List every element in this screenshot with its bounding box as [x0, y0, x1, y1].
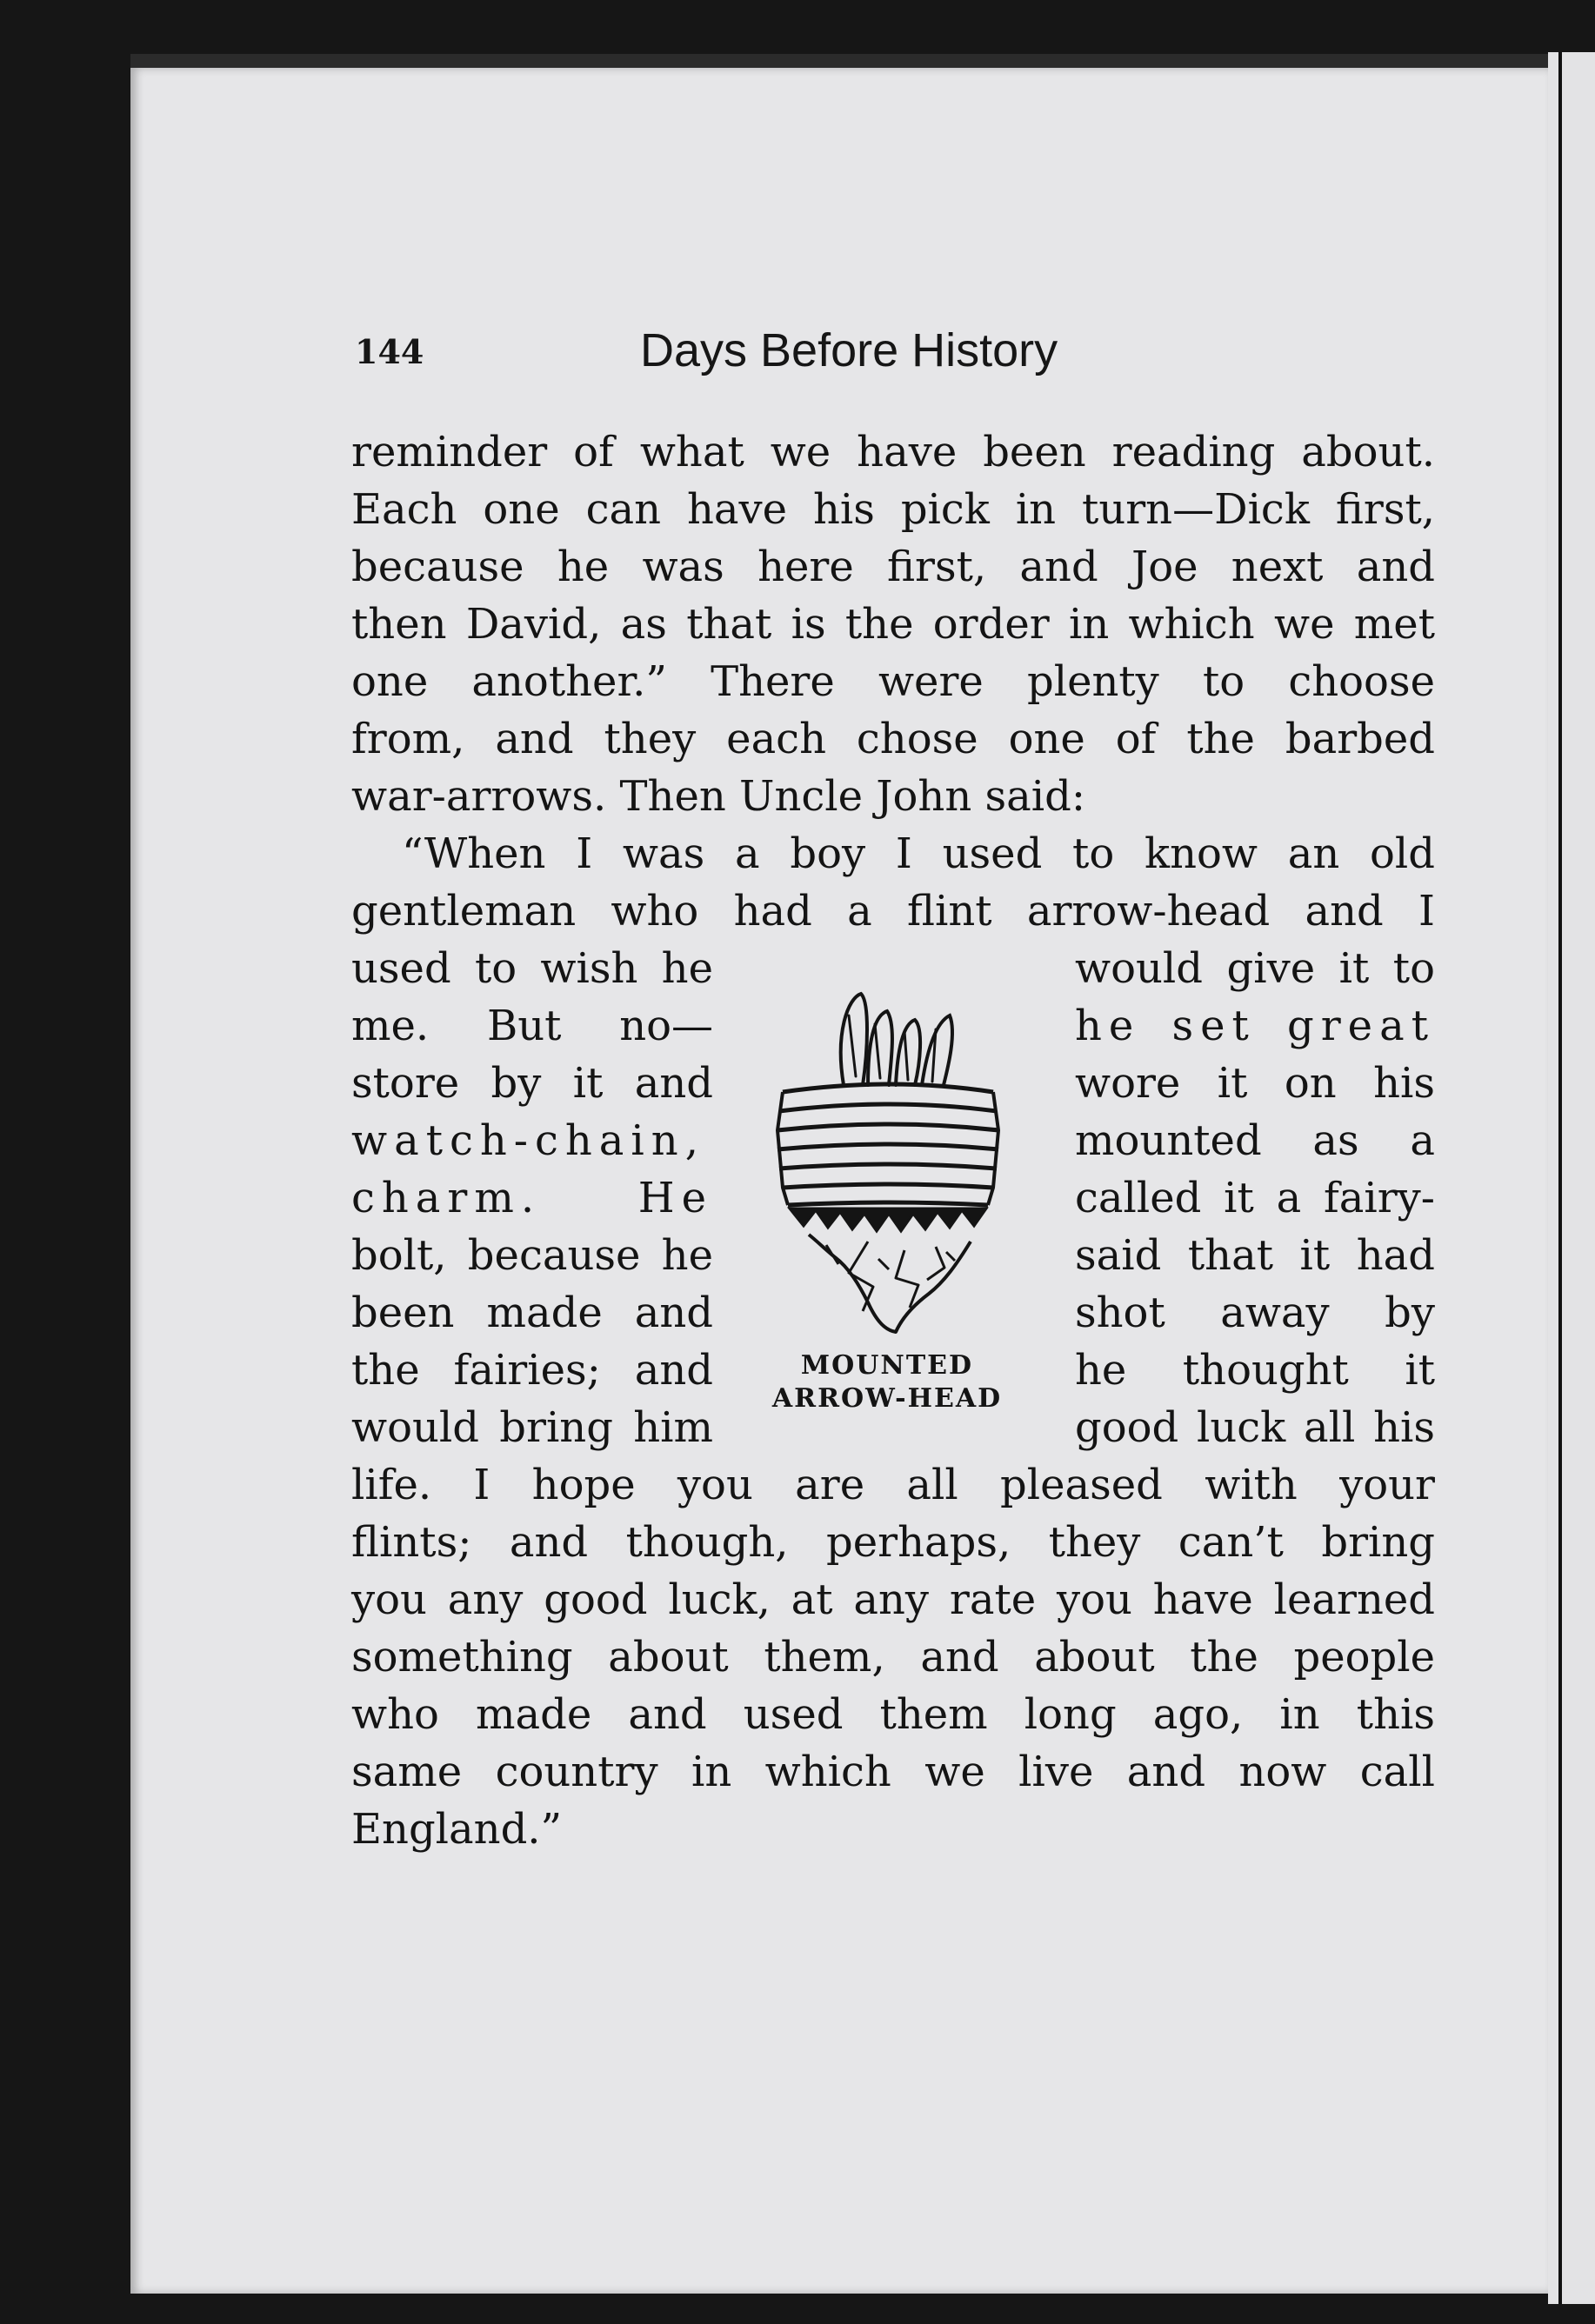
mounted-arrowhead-illustration [765, 981, 1018, 1346]
wrap-right-line: he set great [1075, 1002, 1435, 1050]
text-line: from, and they each chose one of the barbed [351, 715, 1435, 763]
wrap-right-line: would give it to [1075, 944, 1435, 993]
page-gutter-line [1558, 52, 1562, 2304]
wrap-right-line: mounted as a [1075, 1116, 1435, 1165]
wrap-left-line: me. But no— [351, 1002, 713, 1050]
page-number: 144 [355, 332, 424, 371]
text-line: reminder of what we have been reading about. [351, 428, 1435, 476]
text-line: flints; and though, perhaps, they can’t bring [351, 1518, 1435, 1567]
figure-caption [748, 1349, 1026, 1415]
text-line: then David, as that is the order in which we met [351, 600, 1435, 649]
text-line: something about them, and about the people [351, 1633, 1435, 1681]
wrap-right-line: called it a fairy- [1075, 1174, 1435, 1222]
wrap-left-line: been made and [351, 1289, 713, 1337]
text-line: who made and used them long ago, in this [351, 1690, 1435, 1739]
text-line: you any good luck, at any rate you have learned [351, 1575, 1435, 1624]
running-title: Days Before History [640, 324, 1058, 376]
text-line: gentleman who had a flint arrow-head and I [351, 887, 1435, 936]
text-line: because he was here first, and Joe next and [351, 543, 1435, 591]
page-header [355, 323, 1433, 384]
text-line: life. I hope you are all pleased with your [351, 1461, 1435, 1509]
figure-caption-line: MOUNTED [800, 1350, 974, 1381]
wrap-right-line: good luck all his [1075, 1403, 1435, 1452]
text-line: one another.” There were plenty to choose [351, 657, 1435, 706]
text-line: same country in which we live and now call [351, 1748, 1435, 1796]
wrap-right-line: he thought it [1075, 1346, 1435, 1395]
figure-caption-line: ARROW-HEAD [771, 1383, 1003, 1414]
text-line: Each one can have his pick in turn—Dick first, [351, 485, 1435, 534]
wrap-left-line: charm. He [351, 1174, 713, 1222]
wrap-right-line: said that it had [1075, 1231, 1435, 1280]
text-line: England.” [351, 1805, 563, 1854]
wrap-left-line: would bring him [351, 1403, 713, 1452]
wrap-left-line: bolt, because he [351, 1231, 713, 1280]
wrap-left-line: store by it and [351, 1059, 713, 1108]
text-line: “When I was a boy I used to know an old [402, 829, 1435, 878]
wrap-left-line: used to wish he [351, 944, 713, 993]
wrap-left-line: the fairies; and [351, 1346, 713, 1395]
next-page-edge [1548, 52, 1595, 2304]
wrap-right-line: wore it on his [1075, 1059, 1435, 1108]
text-line: war-arrows. Then Uncle John said: [351, 772, 1086, 821]
wrap-right-line: shot away by [1075, 1289, 1435, 1337]
wrap-left-line: watch-chain, [351, 1116, 705, 1165]
